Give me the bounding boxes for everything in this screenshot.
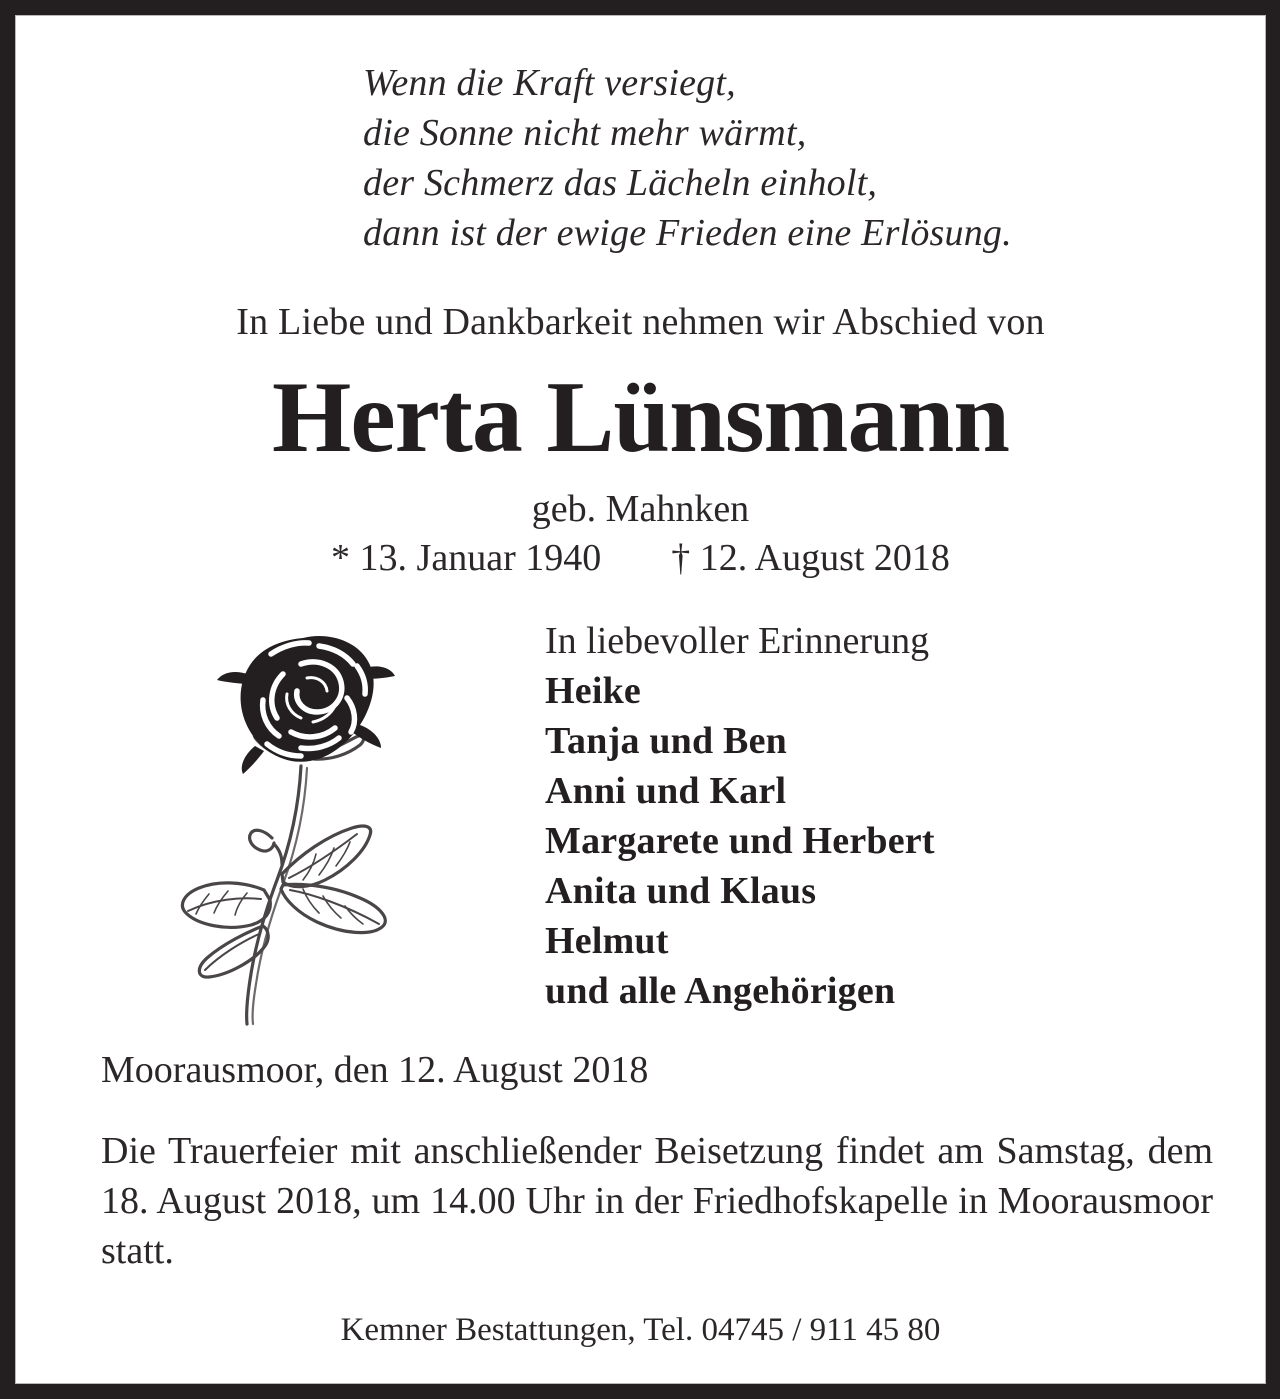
memoriam-heading: In liebevoller Erinnerung xyxy=(545,620,930,662)
memorial-block xyxy=(16,616,1265,1036)
farewell-intro: In Liebe und Dankbarkeit nehmen wir Abschied von xyxy=(236,301,1045,343)
mourners-list xyxy=(545,616,1165,1016)
poem-line-1: Wenn die Kraft versiegt, xyxy=(363,62,736,104)
list-item: Heike xyxy=(545,670,641,712)
poem-line-3: der Schmerz das Lächeln einholt, xyxy=(363,162,878,204)
obituary-card xyxy=(16,16,1265,1383)
list-item: Helmut xyxy=(545,920,669,962)
funeral-home-footer: Kemner Bestattungen, Tel. 04745 / 911 45 80 xyxy=(340,1312,941,1348)
list-item: und alle Angehörigen xyxy=(545,970,896,1012)
poem-line-4: dann ist der ewige Frieden eine Erlösung. xyxy=(363,212,1012,254)
life-dates xyxy=(16,535,1265,581)
deceased-name: Herta Lünsmann xyxy=(272,361,1009,474)
rose-icon xyxy=(151,628,421,1028)
deceased-maiden-name: geb. Mahnken xyxy=(531,488,750,530)
poem-line-2: die Sonne nicht mehr wärmt, xyxy=(363,112,807,154)
list-item: Anita und Klaus xyxy=(545,870,817,912)
memorial-poem xyxy=(363,58,1012,258)
list-item: Margarete und Herbert xyxy=(545,820,935,862)
birth-date: * 13. Januar 1940 xyxy=(331,537,602,579)
ceremony-details: Die Trauerfeier mit anschließender Beisetzung findet am Samstag, dem 18. August 2018, um 14.00 Uhr in der Friedhofskapelle in Moorausmoor statt. xyxy=(101,1130,1213,1272)
list-item: Tanja und Ben xyxy=(545,720,787,762)
place-and-date: Moorausmoor, den 12. August 2018 xyxy=(101,1049,649,1091)
death-date: † 12. August 2018 xyxy=(671,537,950,579)
list-item: Anni und Karl xyxy=(545,770,787,812)
